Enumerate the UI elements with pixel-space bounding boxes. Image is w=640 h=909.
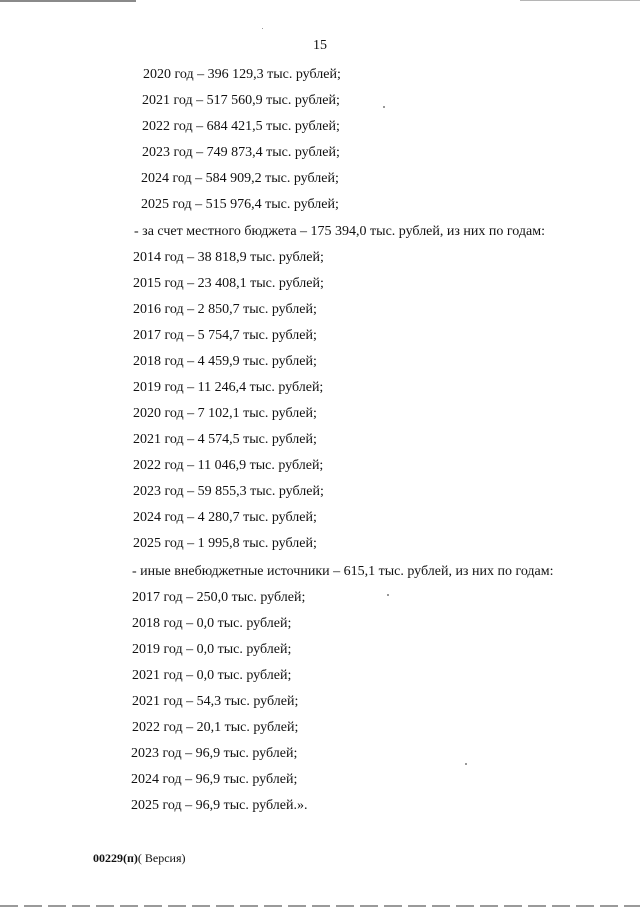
line-budget-2025-regional: 2025 год – 515 976,4 тыс. рублей; xyxy=(141,197,339,212)
line-extra-2021a: 2021 год – 0,0 тыс. рублей; xyxy=(132,668,292,683)
line-extra-2019: 2019 год – 0,0 тыс. рублей; xyxy=(132,642,292,657)
line-local-2020: 2020 год – 7 102,1 тыс. рублей; xyxy=(133,406,317,421)
scan-speck xyxy=(387,594,389,596)
document-code: 00229(п) xyxy=(93,851,138,865)
line-local-2014: 2014 год – 38 818,9 тыс. рублей; xyxy=(133,250,324,265)
line-local-2025: 2025 год – 1 995,8 тыс. рублей; xyxy=(133,536,317,551)
line-local-2023: 2023 год – 59 855,3 тыс. рублей; xyxy=(133,484,324,499)
line-local-2024: 2024 год – 4 280,7 тыс. рублей; xyxy=(133,510,317,525)
line-extrabudgetary-heading: - иные внебюджетные источники – 615,1 тыс. рублей, из них по годам: xyxy=(132,564,554,579)
line-local-2022: 2022 год – 11 046,9 тыс. рублей; xyxy=(133,458,324,473)
page-number: 15 xyxy=(313,38,327,53)
scan-speck xyxy=(262,28,263,29)
document-version: ( Версия) xyxy=(137,851,186,865)
line-budget-2022-regional: 2022 год – 684 421,5 тыс. рублей; xyxy=(142,119,340,134)
scan-edge-top xyxy=(0,0,136,2)
line-extra-2017: 2017 год – 250,0 тыс. рублей; xyxy=(132,590,306,605)
line-extra-2023: 2023 год – 96,9 тыс. рублей; xyxy=(131,746,298,761)
line-budget-2024-regional: 2024 год – 584 909,2 тыс. рублей; xyxy=(141,171,339,186)
line-extra-2022: 2022 год – 20,1 тыс. рублей; xyxy=(132,720,299,735)
line-local-2016: 2016 год – 2 850,7 тыс. рублей; xyxy=(133,302,317,317)
line-extra-2024: 2024 год – 96,9 тыс. рублей; xyxy=(131,772,298,787)
line-budget-2023-regional: 2023 год – 749 873,4 тыс. рублей; xyxy=(142,145,340,160)
line-local-2017: 2017 год – 5 754,7 тыс. рублей; xyxy=(133,328,317,343)
line-budget-2020-regional: 2020 год – 396 129,3 тыс. рублей; xyxy=(143,67,341,82)
line-extra-2025: 2025 год – 96,9 тыс. рублей.». xyxy=(131,798,308,813)
document-footer xyxy=(93,851,186,866)
line-extra-2018: 2018 год – 0,0 тыс. рублей; xyxy=(132,616,292,631)
line-budget-2021-regional: 2021 год – 517 560,9 тыс. рублей; xyxy=(142,93,340,108)
scan-speck xyxy=(465,763,467,765)
scan-speck xyxy=(383,106,385,108)
line-local-budget-heading: - за счет местного бюджета – 175 394,0 тыс. рублей, из них по годам: xyxy=(134,224,545,239)
scan-edge-bottom xyxy=(0,905,640,907)
line-local-2021: 2021 год – 4 574,5 тыс. рублей; xyxy=(133,432,317,447)
line-extra-2021b: 2021 год – 54,3 тыс. рублей; xyxy=(132,694,299,709)
line-local-2015: 2015 год – 23 408,1 тыс. рублей; xyxy=(133,276,324,291)
line-local-2019: 2019 год – 11 246,4 тыс. рублей; xyxy=(133,380,324,395)
scan-edge-top-right xyxy=(520,0,640,1)
line-local-2018: 2018 год – 4 459,9 тыс. рублей; xyxy=(133,354,317,369)
